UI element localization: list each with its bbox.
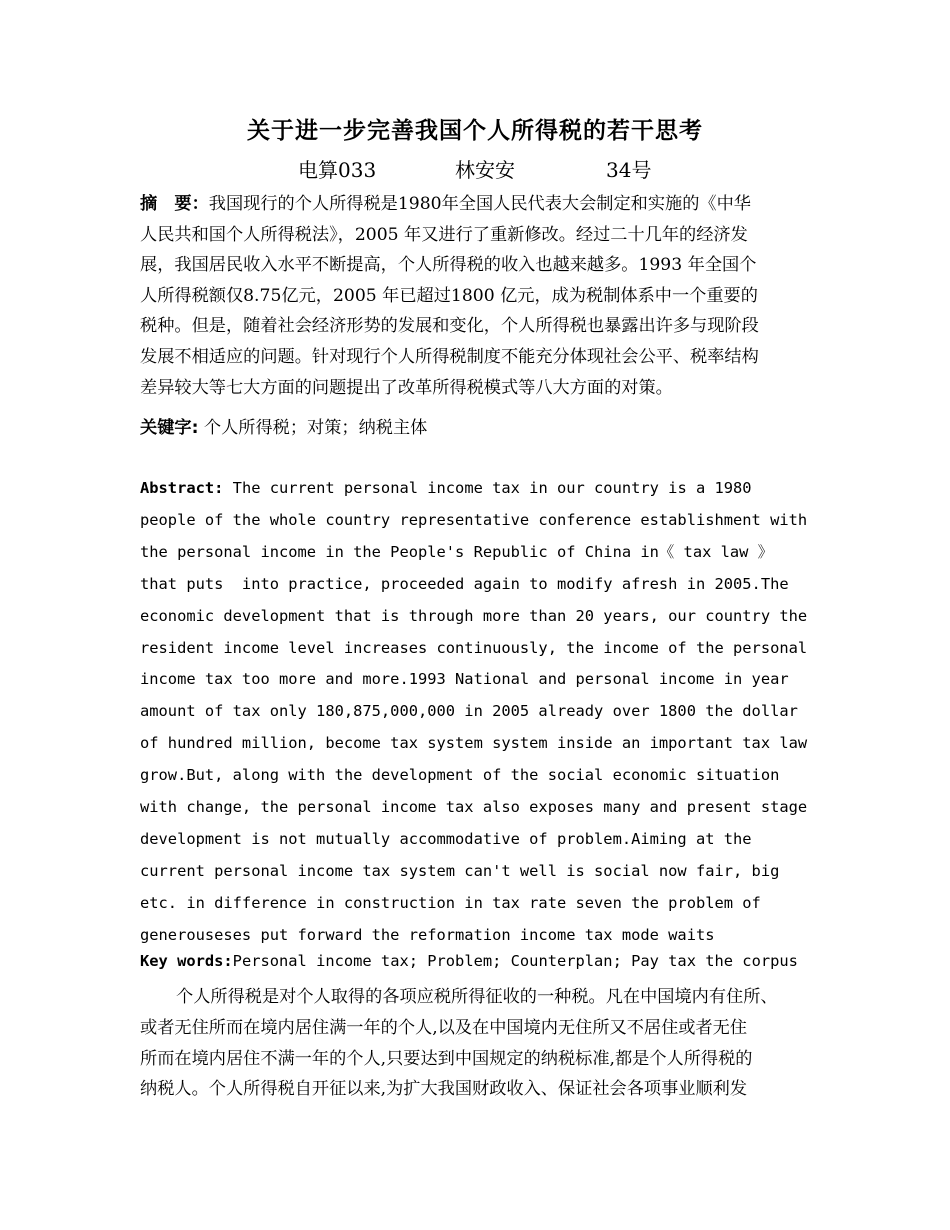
abstract-cn-line: 税种。但是，随着社会经济形势的发展和变化，个人所得税也暴露出许多与现阶段 (140, 316, 759, 337)
abstract-en-line: etc. in difference in construction in tax rate seven the problem of (140, 893, 761, 912)
keywords-en (140, 952, 798, 970)
abstract-cn (140, 189, 825, 403)
keywords-cn (140, 413, 427, 438)
abstract-en-line: income tax too more and more.1993 National and personal income in year (140, 670, 789, 689)
paper-title: 关于进一步完善我国个人所得税的若干思考 (247, 118, 703, 144)
abstract-cn-line: 展，我国居民收入水平不断提高，个人所得税的收入也越来越多。1993 年全国个 (140, 255, 757, 276)
abstract-en-line: amount of tax only 180,875,000,000 in 2005 already over 1800 the dollar (140, 702, 798, 721)
abstract-cn-line: 差异较大等七大方面的问题提出了改革所得税模式等八大方面的对策。 (140, 377, 673, 398)
author-class: 电算033 (298, 158, 377, 182)
abstract-en-line: development is not mutually accommodative of problem.Aiming at the (140, 829, 752, 848)
abstract-cn-line: 人民共和国个人所得税法》，2005 年又进行了重新修改。经过二十几年的经济发 (140, 224, 748, 245)
body-line: 或者无住所而在境内居住满一年的个人,以及在中国境内无住所又不居住或者无住 (140, 1017, 748, 1038)
keywords-en-text: Personal income tax; Problem; Counterplan; Pay tax the corpus (232, 952, 798, 970)
abstract-en-line: Abstract: The current personal income tax in our country is a 1980 (140, 479, 752, 497)
body-line: 所而在境内居住不满一年的个人,只要达到中国规定的纳税标准,都是个人所得税的 (140, 1048, 753, 1069)
body-paragraph (140, 982, 840, 1105)
abstract-en-label: Abstract: (140, 479, 224, 497)
abstract-cn-line: 人所得税额仅8.75亿元，2005 年已超过1800 亿元，成为税制体系中一个重要的 (140, 285, 758, 306)
keywords-cn-text: 个人所得税；对策；纳税主体 (198, 418, 428, 438)
abstract-en-line: that puts into practice, proceeded again to modify afresh in 2005.The (140, 574, 789, 593)
keywords-en-label: Key words: (140, 952, 233, 970)
abstract-cn-label: 摘 要： (140, 194, 209, 214)
keywords-cn-label: 关键字: (140, 418, 199, 438)
author-name: 林安安 (455, 158, 515, 182)
abstract-cn-line: 摘 要：我国现行的个人所得税是1980年全国人民代表大会制定和实施的《中华 (140, 194, 751, 214)
abstract-en-line: of hundred million, become tax system system inside an important tax law (140, 734, 808, 753)
abstract-en-line: economic development that is through more than 20 years, our country the (140, 606, 808, 625)
abstract-cn-line: 发展不相适应的问题。针对现行个人所得税制度不能充分体现社会公平、税率结构 (140, 346, 759, 367)
abstract-en-line: with change, the personal income tax also exposes many and present stage (140, 798, 808, 817)
abstract-en-line: generouseses put forward the reformation income tax mode waits (140, 925, 715, 944)
abstract-en-line: grow.But, along with the development of the social economic situation (140, 766, 780, 785)
abstract-en-line: resident income level increases continuously, the income of the personal (140, 638, 808, 657)
abstract-en-line: the personal income in the People's Republic of China in《 tax law 》 (140, 542, 774, 561)
body-line: 个人所得税是对个人取得的各项应税所得征收的一种税。凡在中国境内有住所、 (176, 987, 778, 1007)
abstract-en-line: current personal income tax system can't well is social now fair, big (140, 861, 780, 880)
author-number: 34号 (606, 158, 652, 182)
abstract-en-line: people of the whole country representative conference establishment with (140, 510, 808, 529)
abstract-en (140, 473, 830, 952)
body-line: 纳税人。个人所得税自开征以来,为扩大我国财政收入、保证社会各项事业顺利发 (140, 1079, 748, 1100)
